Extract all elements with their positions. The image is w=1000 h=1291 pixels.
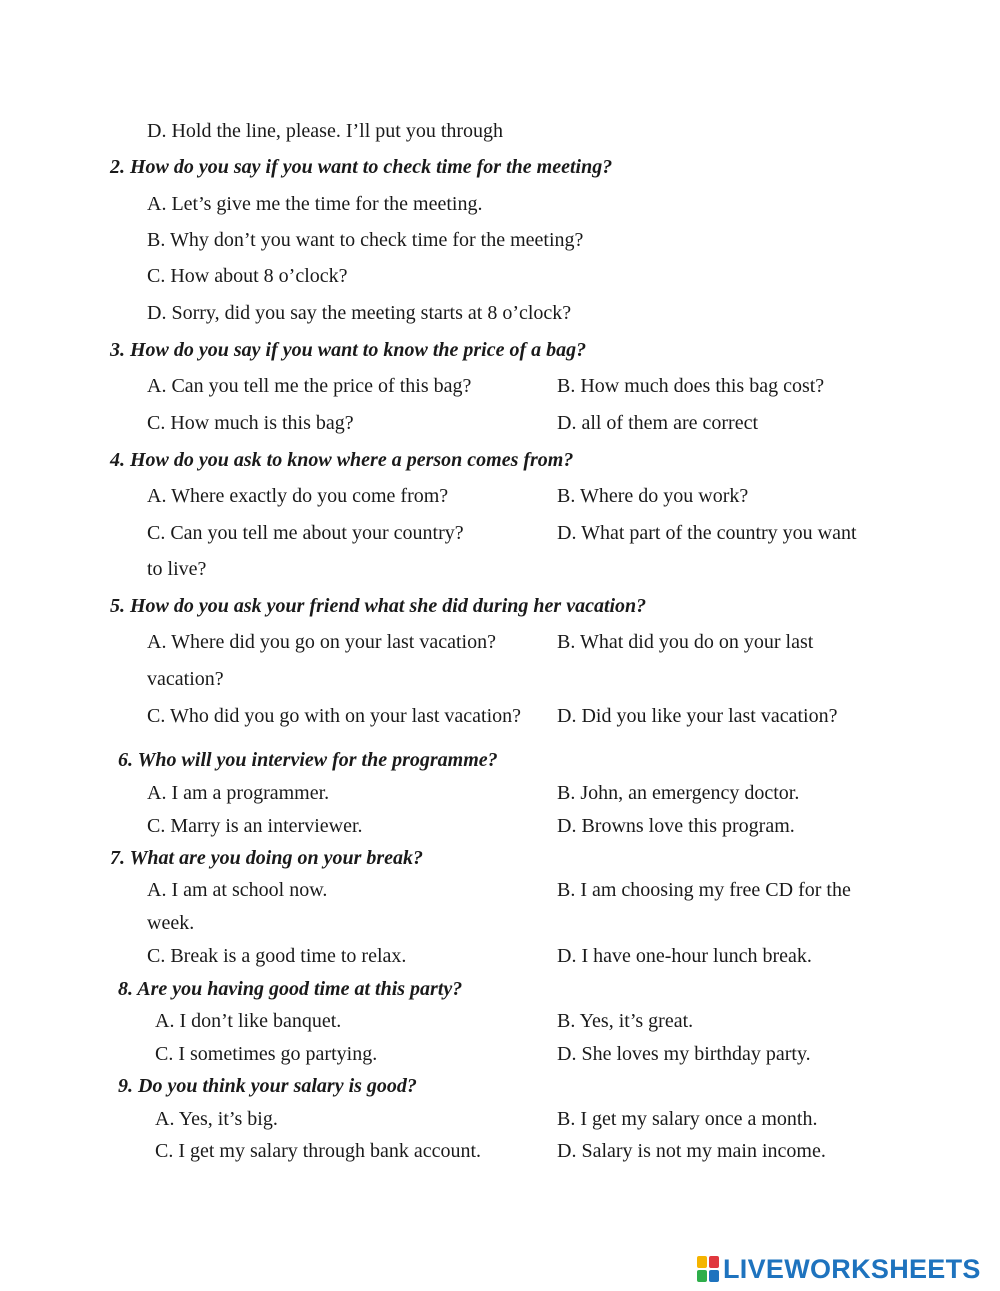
q7-option-a: A. I am at school now. <box>147 879 328 901</box>
liveworksheets-logo <box>697 1254 981 1284</box>
q7-option-b: B. I am choosing my free CD for the <box>557 879 851 901</box>
q6-option-a: A. I am a programmer. <box>147 782 330 804</box>
question-9: 9. Do you think your salary is good? <box>118 1075 417 1097</box>
q7-option-b-continued: week. <box>147 912 195 934</box>
q5-option-b: B. What did you do on your last <box>557 631 814 653</box>
q9-option-a: A. Yes, it’s big. <box>155 1108 278 1130</box>
question-7: 7. What are you doing on your break? <box>110 847 424 869</box>
q8-option-b: B. Yes, it’s great. <box>557 1010 694 1032</box>
q8-option-a: A. I don’t like banquet. <box>155 1010 342 1032</box>
question-3: 3. How do you say if you want to know the price of a bag? <box>110 339 587 361</box>
q9-option-b: B. I get my salary once a month. <box>557 1108 818 1130</box>
q4-option-c: C. Can you tell me about your country? <box>147 522 464 544</box>
question-4: 4. How do you ask to know where a person comes from? <box>110 449 574 471</box>
q6-option-b: B. John, an emergency doctor. <box>557 782 800 804</box>
q5-option-c: C. Who did you go with on your last vacation? <box>147 705 522 727</box>
q8-option-c: C. I sometimes go partying. <box>155 1043 378 1065</box>
option-text: D. Hold the line, please. I’ll put you through <box>147 120 504 142</box>
q3-option-d: D. all of them are correct <box>557 412 759 434</box>
question-6: 6. Who will you interview for the programme? <box>118 749 498 771</box>
question-5: 5. How do you ask your friend what she did during her vacation? <box>110 595 647 617</box>
q2-option-a: A. Let’s give me the time for the meeting. <box>147 193 483 215</box>
question-8: 8. Are you having good time at this party? <box>118 978 463 1000</box>
q5-option-b-continued: vacation? <box>147 668 224 690</box>
q3-option-c: C. How much is this bag? <box>147 412 354 434</box>
q3-option-b: B. How much does this bag cost? <box>557 375 825 397</box>
q6-option-c: C. Marry is an interviewer. <box>147 815 363 837</box>
q4-option-b: B. Where do you work? <box>557 485 749 507</box>
q9-option-c: C. I get my salary through bank account. <box>155 1140 482 1162</box>
q4-option-d-continued: to live? <box>147 558 207 580</box>
q2-option-b: B. Why don’t you want to check time for the meeting? <box>147 229 584 251</box>
liveworksheets-logo-text: LIVEWORKSHEETS <box>723 1253 981 1284</box>
q9-option-d: D. Salary is not my main income. <box>557 1140 826 1162</box>
q2-option-c: C. How about 8 o’clock? <box>147 265 348 287</box>
q4-option-d: D. What part of the country you want <box>557 522 857 544</box>
q8-option-d: D. She loves my birthday party. <box>557 1043 811 1065</box>
q7-option-c: C. Break is a good time to relax. <box>147 945 407 967</box>
question-2: 2. How do you say if you want to check time for the meeting? <box>110 156 613 178</box>
q5-option-a: A. Where did you go on your last vacation? <box>147 631 496 653</box>
q4-option-a: A. Where exactly do you come from? <box>147 485 449 507</box>
q5-option-d: D. Did you like your last vacation? <box>557 705 838 727</box>
q3-option-a: A. Can you tell me the price of this bag? <box>147 375 472 397</box>
liveworksheets-logo-icon <box>697 1256 719 1282</box>
q6-option-d: D. Browns love this program. <box>557 815 795 837</box>
q7-option-d: D. I have one-hour lunch break. <box>557 945 812 967</box>
q2-option-d: D. Sorry, did you say the meeting starts at 8 o’clock? <box>147 302 572 324</box>
